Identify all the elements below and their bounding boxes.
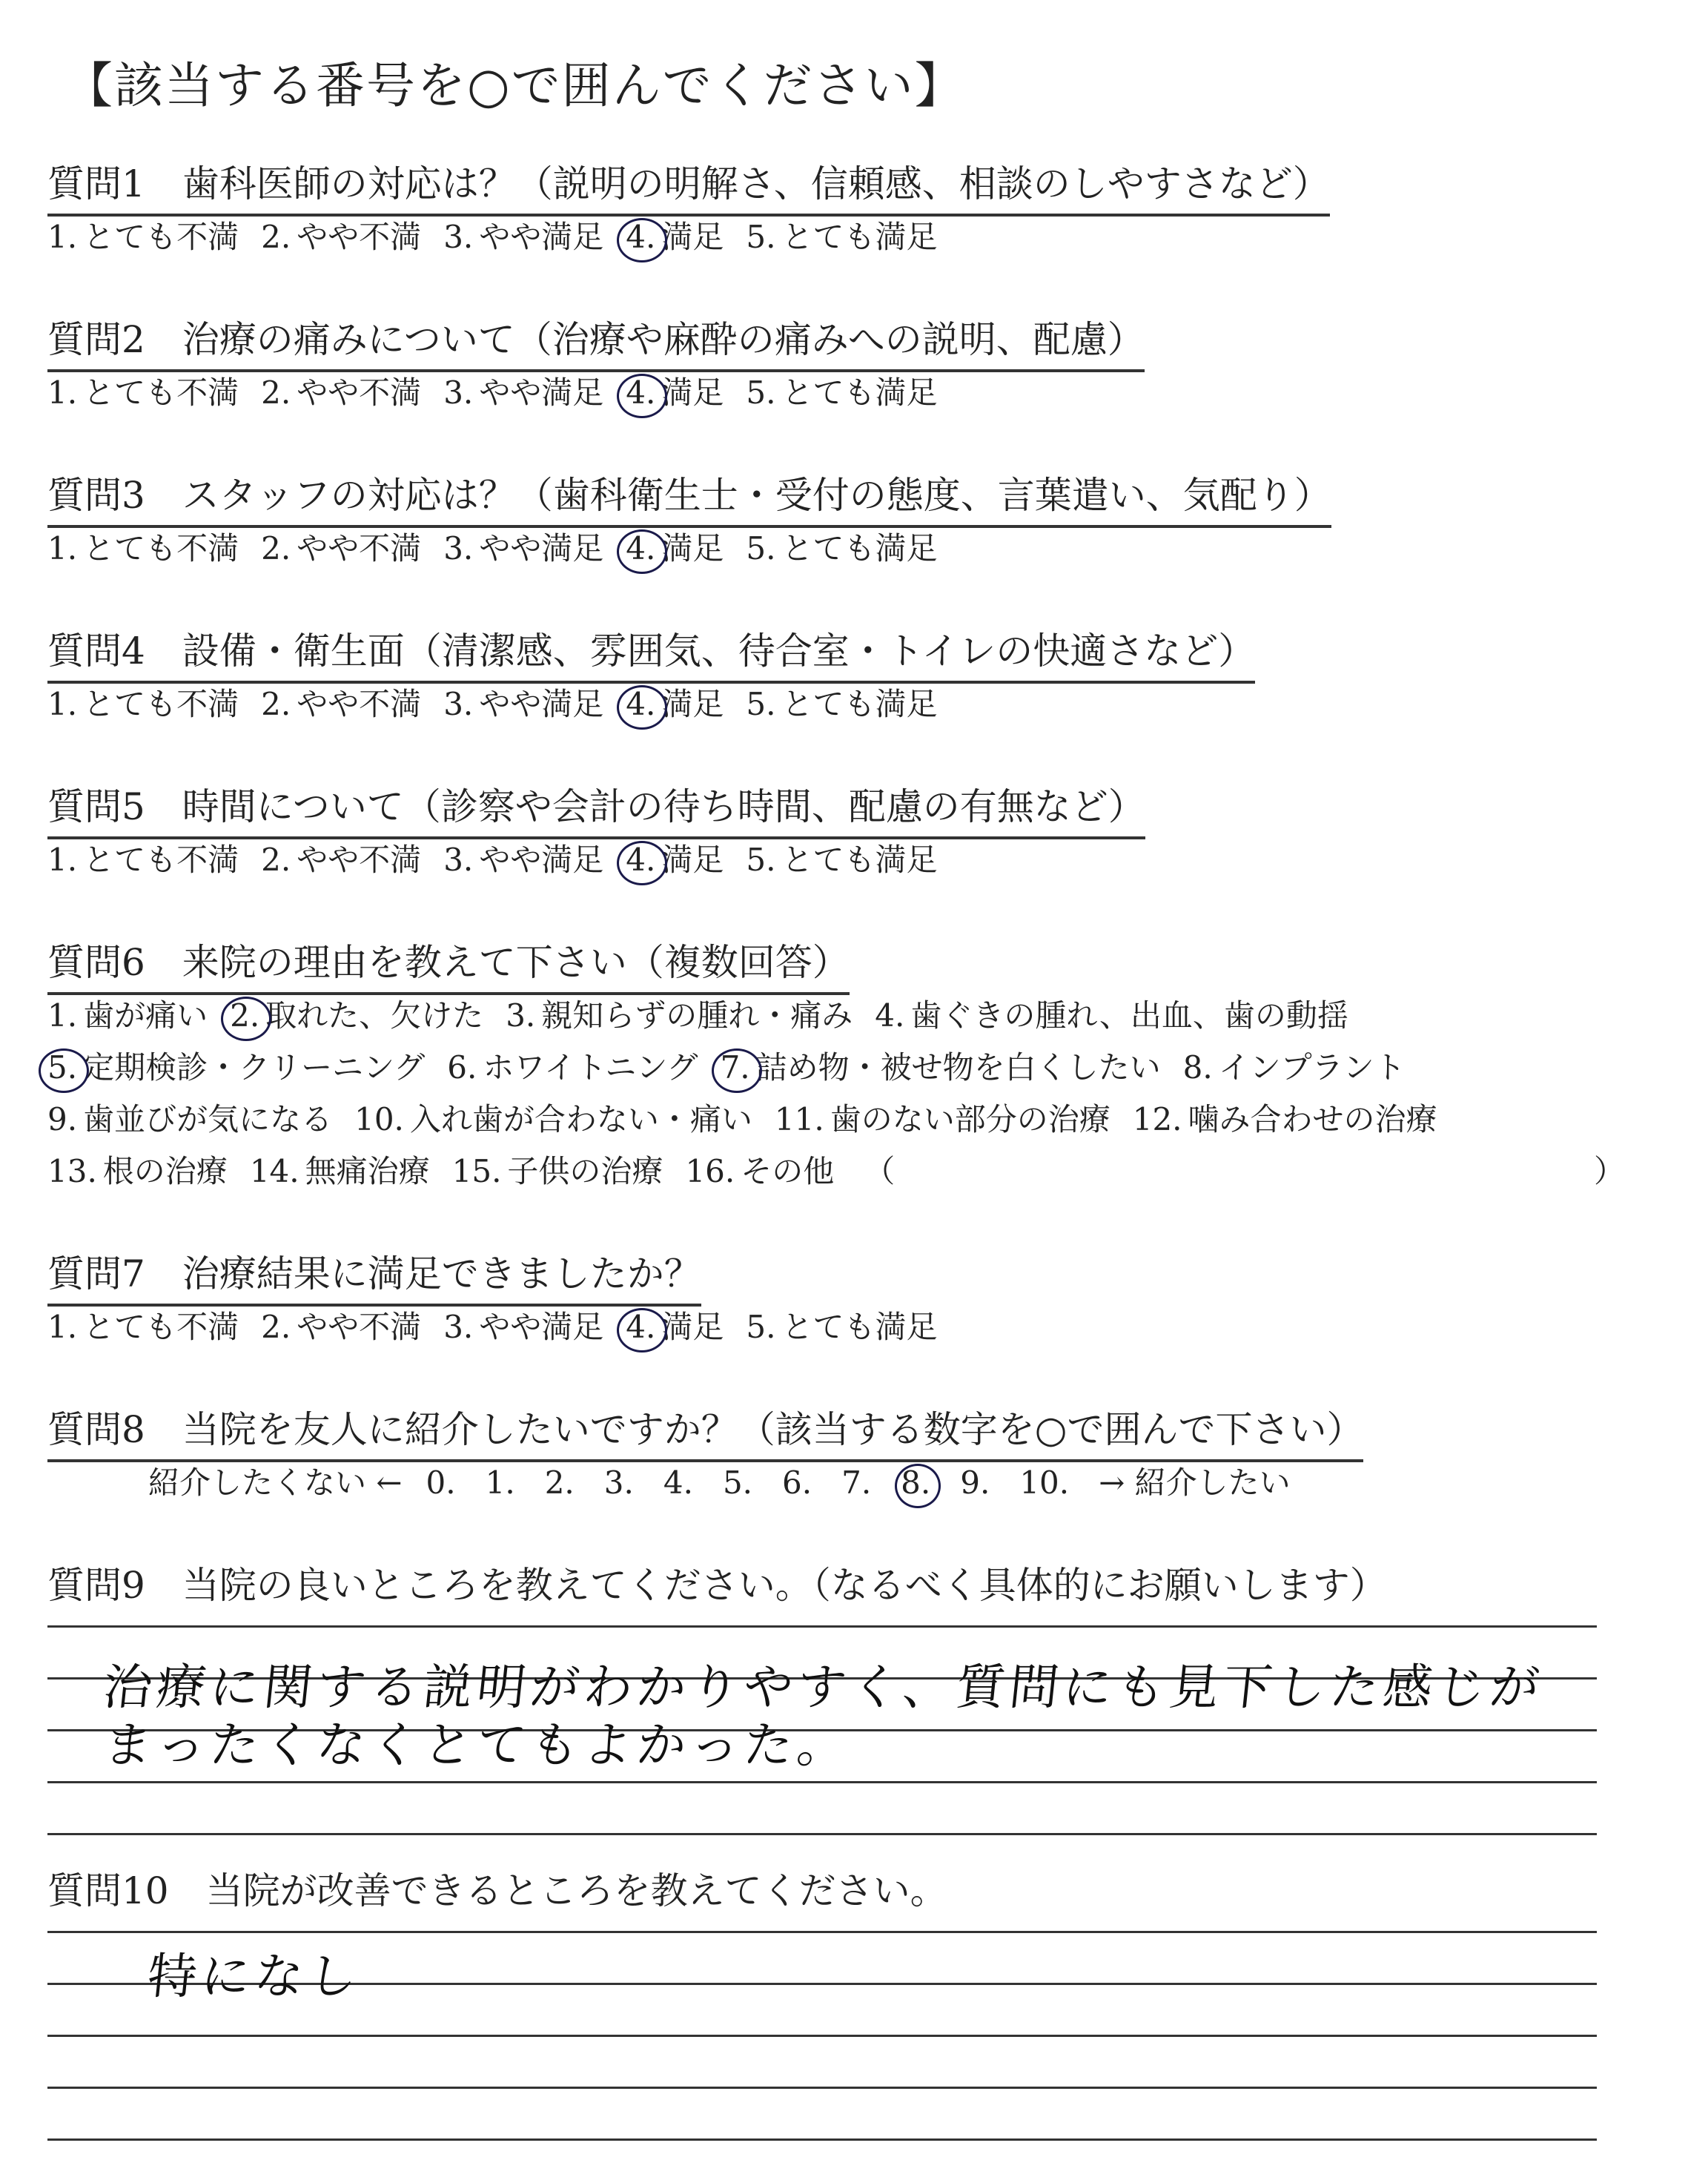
q2-option-4-number: 4. — [626, 371, 655, 415]
q8-scale-5[interactable] — [723, 1461, 758, 1505]
q6-option-4[interactable] — [875, 994, 1348, 1038]
q7-option-5-number: 5. — [746, 1309, 776, 1345]
q8-scale-4[interactable] — [663, 1461, 699, 1505]
q10-title: 質問10 当院が改善できるところを教えてください。 — [47, 1869, 947, 1912]
q6-option-15[interactable] — [452, 1149, 663, 1194]
q8-right-label: → 紹介したい — [1099, 1464, 1291, 1501]
q9-line-4 — [47, 1781, 1597, 1783]
q3-options — [47, 526, 959, 571]
q1-option-4[interactable] — [626, 215, 724, 260]
q4-option-4-number: 4. — [626, 682, 655, 727]
q5-option-1-label: とても不満 — [83, 842, 239, 878]
q6-option-10-label: 入れ歯が合わない・痛い — [409, 1101, 752, 1137]
q8-title: 質問8 当院を友人に紹介したいですか？（該当する数字を○で囲んで下さい） — [47, 1400, 1363, 1462]
q1-title: 質問1 歯科医師の対応は？（説明の明解さ、信頼感、相談のしやすさなど） — [47, 154, 1330, 217]
q6-option-1-label: 歯が痛い — [83, 997, 208, 1034]
q6-option-9-number: 9. — [47, 1101, 78, 1137]
q8-scale-9-number: 9. — [960, 1464, 990, 1501]
q5-option-3-number: 3. — [443, 842, 474, 878]
q9-title: 質問9 当院の良いところを教えてください。（なるべく具体的にお願いします） — [47, 1564, 1387, 1607]
q7-option-5[interactable] — [746, 1305, 937, 1350]
q4-option-3-label: やや満足 — [479, 686, 604, 722]
q2-option-2[interactable] — [261, 371, 421, 415]
q2-option-5-label: とても満足 — [781, 374, 938, 411]
q6-option-6-label: ホワイトニング — [483, 1049, 698, 1086]
q8-scale-0[interactable] — [426, 1461, 462, 1505]
q4-option-1-label: とても不満 — [83, 686, 239, 722]
q2-options — [47, 371, 959, 415]
q3-option-4-label: 満足 — [661, 530, 724, 567]
q4-option-1[interactable] — [47, 682, 239, 727]
q5-option-3-label: やや満足 — [479, 842, 604, 878]
q2-option-1-number: 1. — [47, 374, 78, 411]
q8-scale-8-number: 8. — [901, 1461, 930, 1505]
q4-option-1-number: 1. — [47, 686, 78, 722]
q7-option-4-number: 4. — [626, 1305, 655, 1350]
q3-option-2-label: やや不満 — [297, 530, 422, 567]
q6-option-6[interactable] — [447, 1046, 698, 1090]
q6-option-11[interactable] — [775, 1097, 1110, 1142]
q7-title: 質問7 治療結果に満足できましたか？ — [47, 1244, 701, 1307]
q6-option-14[interactable] — [250, 1149, 430, 1194]
q7-option-2[interactable] — [261, 1305, 421, 1350]
q6-option-15-number: 15. — [451, 1153, 502, 1189]
q2-option-1-label: とても不満 — [83, 374, 239, 411]
q6-option-5-number: 5. — [47, 1046, 77, 1090]
q8-scale-7[interactable] — [841, 1461, 877, 1505]
q9-answer-line-2: まったくなくとてもよかった。 — [100, 1717, 854, 1774]
q5-option-2-label: やや不満 — [297, 842, 422, 878]
q6-row-3 — [47, 1097, 1460, 1142]
q10-line-1 — [47, 1931, 1597, 1933]
q3-option-3-label: やや満足 — [479, 530, 604, 567]
q8-scale-8[interactable] — [901, 1461, 936, 1505]
q6-option-13[interactable] — [47, 1149, 228, 1194]
q5-option-4-label: 満足 — [661, 842, 724, 878]
q5-options — [47, 838, 959, 882]
q3-option-4[interactable] — [626, 526, 724, 571]
q6-option-4-number: 4. — [875, 997, 905, 1034]
q1-option-1[interactable] — [47, 215, 239, 260]
q8-scale-6-number: 6. — [782, 1464, 812, 1501]
q6-option-9-label: 歯並びが気になる — [83, 1101, 333, 1137]
q1-option-2-number: 2. — [261, 219, 291, 255]
q6-row-4 — [47, 1149, 895, 1194]
q5-option-5[interactable] — [746, 838, 937, 882]
q2-option-5-number: 5. — [746, 374, 776, 411]
q3-option-5[interactable] — [746, 526, 937, 571]
q6-option-13-number: 13. — [47, 1153, 97, 1189]
q6-option-10[interactable] — [354, 1097, 752, 1142]
q1-option-5-label: とても満足 — [781, 219, 938, 255]
q7-option-3[interactable] — [443, 1305, 603, 1350]
q5-option-1[interactable] — [47, 838, 239, 882]
q7-option-4[interactable] — [626, 1305, 724, 1350]
q7-options — [47, 1305, 959, 1350]
q6-option-2-label: 取れた、欠けた — [265, 997, 484, 1034]
q6-option-16-label: その他 — [741, 1153, 835, 1189]
q6-row-1 — [47, 994, 1371, 1038]
q8-scale-5-number: 5. — [722, 1464, 753, 1501]
q1-option-1-number: 1. — [47, 219, 78, 255]
q3-option-3[interactable] — [443, 526, 603, 571]
q8-scale-10-number: 10. — [1019, 1464, 1070, 1501]
q1-option-2[interactable] — [261, 215, 421, 260]
q2-option-4[interactable] — [626, 371, 724, 415]
q8-scale-3-number: 3. — [603, 1464, 634, 1501]
q6-option-5-label: 定期検診・クリーニング — [83, 1049, 426, 1086]
q9-line-5 — [47, 1833, 1597, 1835]
q3-option-5-label: とても満足 — [781, 530, 938, 567]
q1-option-2-label: やや不満 — [297, 219, 422, 255]
q8-scale-1-number: 1. — [485, 1464, 515, 1501]
q6-option-7-number: 7. — [721, 1046, 750, 1090]
q8-left-label: 紹介したくない ← — [148, 1464, 403, 1501]
q8-scale — [148, 1461, 1314, 1505]
q6-option-16-number: 16. — [685, 1153, 735, 1189]
q5-option-4[interactable] — [626, 838, 724, 882]
q6-option-3-number: 3. — [506, 997, 536, 1034]
q6-option-2[interactable] — [230, 994, 483, 1038]
q2-option-4-label: 満足 — [661, 374, 724, 411]
q1-option-4-number: 4. — [626, 215, 655, 260]
q6-option-9[interactable] — [47, 1097, 332, 1142]
q2-option-5[interactable] — [746, 371, 937, 415]
q2-title: 質問2 治療の痛みについて（治療や麻酔の痛みへの説明、配慮） — [47, 310, 1145, 372]
q5-option-5-label: とても満足 — [781, 842, 938, 878]
q8-scale-6[interactable] — [782, 1461, 818, 1505]
q7-option-3-label: やや満足 — [479, 1309, 604, 1345]
q6-option-10-number: 10. — [354, 1101, 404, 1137]
q6-option-1-number: 1. — [47, 997, 78, 1034]
q1-option-3[interactable] — [443, 215, 603, 260]
q4-options — [47, 682, 959, 727]
q7-option-2-label: やや不満 — [297, 1309, 422, 1345]
q2-option-1[interactable] — [47, 371, 239, 415]
q6-option-8-label: インプラント — [1218, 1049, 1406, 1086]
q6-option-14-number: 14. — [249, 1153, 299, 1189]
q1-options — [47, 215, 959, 260]
q5-option-5-number: 5. — [746, 842, 776, 878]
q3-option-3-number: 3. — [443, 530, 474, 567]
page-title: 【該当する番号を○で囲んでください】 — [64, 57, 965, 114]
q1-option-4-label: 満足 — [661, 219, 724, 255]
q6-option-5[interactable] — [47, 1046, 425, 1090]
q6-option-4-label: 歯ぐきの腫れ、出血、歯の動揺 — [910, 997, 1348, 1034]
q7-option-1-number: 1. — [47, 1309, 78, 1345]
q1-option-3-label: やや満足 — [479, 219, 604, 255]
q1-option-1-label: とても不満 — [83, 219, 239, 255]
q3-option-1[interactable] — [47, 526, 239, 571]
q6-option-8[interactable] — [1183, 1046, 1406, 1090]
q6-option-15-label: 子供の治療 — [507, 1153, 663, 1189]
q3-option-2-number: 2. — [261, 530, 291, 567]
q3-option-1-number: 1. — [47, 530, 78, 567]
q10-line-3 — [47, 2035, 1597, 2037]
q3-option-4-number: 4. — [626, 526, 655, 571]
q4-option-2-label: やや不満 — [297, 686, 422, 722]
q1-option-5[interactable] — [746, 215, 937, 260]
q4-option-4[interactable] — [626, 682, 724, 727]
q6-option-3-label: 親知らずの腫れ・痛み — [541, 997, 853, 1034]
q4-option-5[interactable] — [746, 682, 937, 727]
q2-option-3-number: 3. — [443, 374, 474, 411]
q6-option-6-number: 6. — [447, 1049, 477, 1086]
q2-option-3[interactable] — [443, 371, 603, 415]
q2-option-2-label: やや不満 — [297, 374, 422, 411]
q6-option-11-label: 歯のない部分の治療 — [830, 1101, 1110, 1137]
q7-option-4-label: 満足 — [661, 1309, 724, 1345]
q6-other-close: ） — [1594, 1153, 1626, 1189]
q10-line-5 — [47, 2138, 1597, 2141]
q7-option-2-number: 2. — [261, 1309, 291, 1345]
q8-scale-1[interactable] — [486, 1461, 521, 1505]
q6-option-2-number: 2. — [230, 994, 259, 1038]
q6-option-12-label: 噛み合わせの治療 — [1188, 1101, 1437, 1137]
q8-scale-10[interactable] — [1019, 1461, 1075, 1505]
q4-option-5-label: とても満足 — [781, 686, 938, 722]
q5-option-4-number: 4. — [626, 838, 655, 882]
q4-option-4-label: 満足 — [661, 686, 724, 722]
q8-scale-3[interactable] — [604, 1461, 640, 1505]
q8-scale-2-number: 2. — [544, 1464, 575, 1501]
q6-option-13-label: 根の治療 — [102, 1153, 228, 1189]
q8-scale-2[interactable] — [545, 1461, 580, 1505]
q3-title: 質問3 スタッフの対応は？（歯科衛生士・受付の態度、言葉遣い、気配り） — [47, 466, 1331, 528]
q6-option-3[interactable] — [506, 994, 853, 1038]
q9-answer-line-1: 治療に関する説明がわかりやすく、質問にも見下した感じが — [100, 1659, 1547, 1716]
q9-line-1 — [47, 1625, 1597, 1628]
q7-option-3-number: 3. — [443, 1309, 474, 1345]
q6-option-12-number: 12. — [1132, 1101, 1182, 1137]
q6-option-7-label: 詰め物・被せ物を白くしたい — [755, 1049, 1161, 1086]
q3-option-5-number: 5. — [746, 530, 776, 567]
q8-scale-9[interactable] — [960, 1461, 996, 1505]
q6-other-open: （ — [864, 1153, 896, 1189]
q6-option-14-label: 無痛治療 — [305, 1153, 430, 1189]
q5-option-3[interactable] — [443, 838, 603, 882]
q1-option-5-number: 5. — [746, 219, 776, 255]
q8-scale-7-number: 7. — [841, 1464, 872, 1501]
q6-option-16[interactable] — [685, 1149, 834, 1194]
q2-option-3-label: やや満足 — [479, 374, 604, 411]
q5-option-2-number: 2. — [261, 842, 291, 878]
q4-option-3[interactable] — [443, 682, 603, 727]
q6-option-12[interactable] — [1133, 1097, 1437, 1142]
q6-option-1[interactable] — [47, 994, 208, 1038]
q3-option-2[interactable] — [261, 526, 421, 571]
q5-title: 質問5 時間について（診察や会計の待ち時間、配慮の有無など） — [47, 777, 1145, 839]
q5-option-2[interactable] — [261, 838, 421, 882]
q6-row-2 — [47, 1046, 1428, 1090]
q4-option-2[interactable] — [261, 682, 421, 727]
q8-scale-4-number: 4. — [663, 1464, 693, 1501]
q1-option-3-number: 3. — [443, 219, 474, 255]
q6-option-7[interactable] — [721, 1046, 1161, 1090]
q4-option-3-number: 3. — [443, 686, 474, 722]
q3-option-1-label: とても不満 — [83, 530, 239, 567]
q2-option-2-number: 2. — [261, 374, 291, 411]
q7-option-5-label: とても満足 — [781, 1309, 938, 1345]
q7-option-1[interactable] — [47, 1305, 239, 1350]
q6-title: 質問6 来院の理由を教えて下さい（複数回答） — [47, 933, 850, 995]
q10-line-4 — [47, 2087, 1597, 2089]
q4-title: 質問4 設備・衛生面（清潔感、雰囲気、待合室・トイレの快適さなど） — [47, 621, 1255, 684]
q4-option-5-number: 5. — [746, 686, 776, 722]
q8-scale-0-number: 0. — [426, 1464, 456, 1501]
q7-option-1-label: とても不満 — [83, 1309, 239, 1345]
q10-answer: 特になし — [145, 1948, 365, 2005]
q5-option-1-number: 1. — [47, 842, 78, 878]
q6-option-8-number: 8. — [1182, 1049, 1213, 1086]
q6-option-11-number: 11. — [774, 1101, 824, 1137]
q4-option-2-number: 2. — [261, 686, 291, 722]
